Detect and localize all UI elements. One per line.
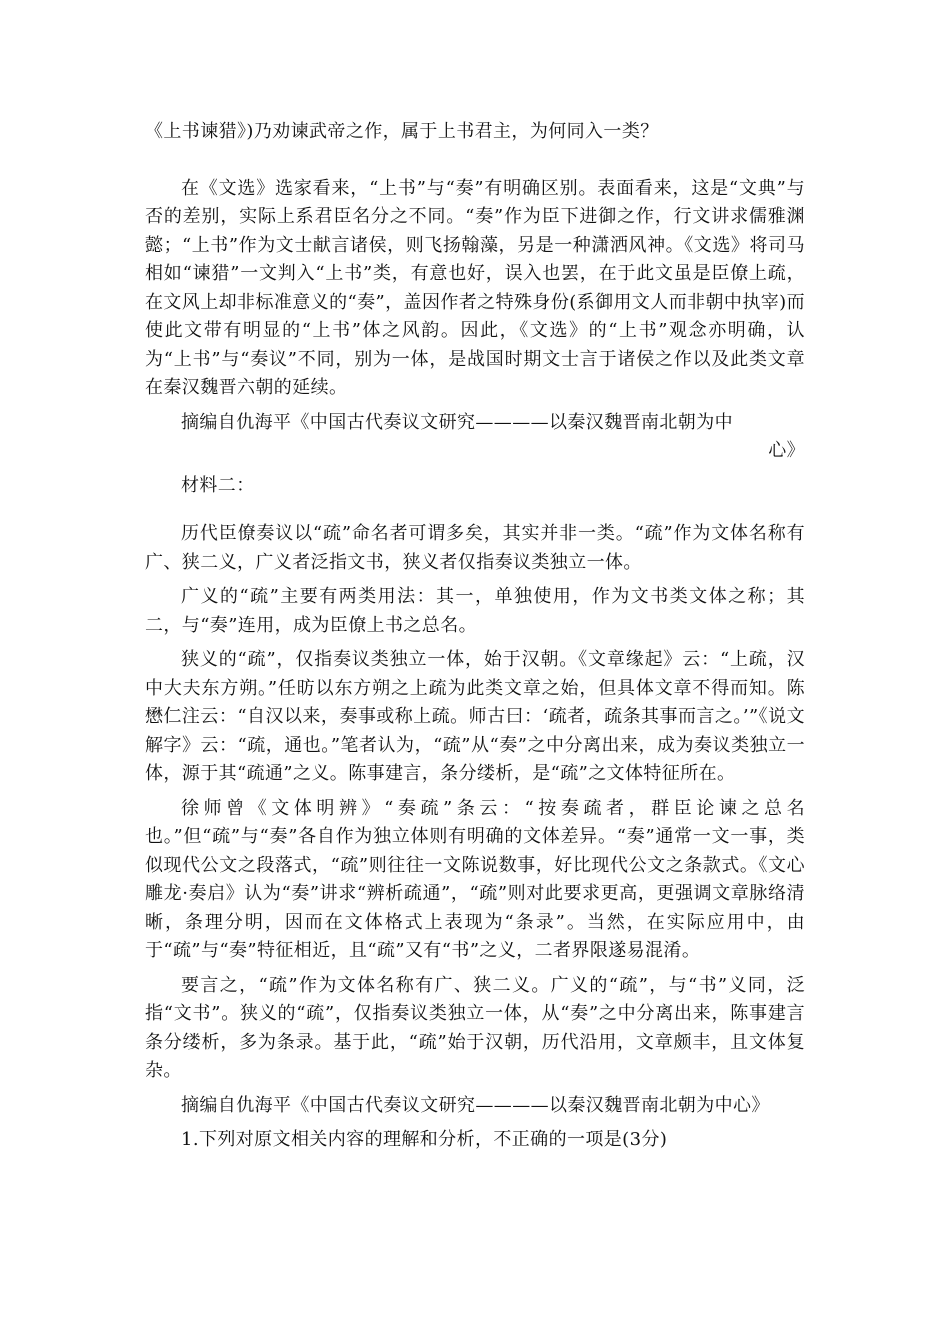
source-citation-2: 摘编自仇海平《中国古代奏议文研究————以秦汉魏晋南北朝为中心》 [181, 1094, 770, 1116]
paragraph-shu-intro: 历代臣僚奏议以“疏”命名者可谓多矣，其实并非一类。“疏”作为文体名称有广、狭二义，广义者泛指文书，狭义者仅指奏议类独立一体。 [145, 523, 805, 573]
paragraph-continuation: 《上书谏猎》)乃劝谏武帝之作，属于上书君主，为何同入一类？ [145, 121, 659, 142]
source-citation-1: 摘编自仇海平《中国古代奏议文研究————以秦汉魏晋南北朝为中 [181, 411, 733, 433]
source-citation-1-tail: 心》 [768, 440, 805, 461]
paragraph-shu-difference: 徐师曾《文体明辨》“奏疏”条云：“按奏疏者，群臣论谏之总名也。”但“疏”与“奏”各自作为独立体则有明确的文体差异。“奏”通常一文一事，类似现代公文之段落式，“疏”则往往一文陈说数事，好比现代公文之条款式。《文心雕龙·奏启》认为“奏”讲求“辨析疏通”，“疏”则对此要求更高，更强调文章脉络清晰，条理分明，因而在文体格式上表现为“条录”。当然，在实际应用中，由于“疏”与“奏”特征相近，且“疏”又有“书”之义，二者界限遂易混淆。 [145, 797, 805, 961]
paragraph-shu-broad: 广义的“疏”主要有两类用法：其一，单独使用，作为文书类文体之称；其二，与“奏”连用，成为臣僚上书之总名。 [145, 586, 805, 636]
material-two-heading: 材料二： [181, 474, 255, 496]
paragraph-summary: 要言之，“疏”作为文体名称有广、狭二义。广义的“疏”，与“书”义同，泛指“文书”。狭义的“疏”，仅指奏议类独立一体，从“奏”之中分离出来，陈事建言条分缕析，多为条录。基于此，“疏”始于汉朝，历代沿用，文章颇丰，且文体复杂。 [145, 974, 805, 1081]
document-page [145, 118, 805, 1155]
paragraph-wenxuan: 在《文选》选家看来，“上书”与“奏”有明确区别。表面看来，这是“文典”与否的差别，实际上系君臣名分之不同。“奏”作为臣下进御之作，行文讲求儒雅渊懿；“上书”作为文士献言诸侯，则飞扬翰藻，另是一种潇洒风神。《文选》将司马相如“谏猎”一文判入“上书”类，有意也好，误入也罢，在于此文虽是臣僚上疏，在文风上却非标准意义的“奏”，盖因作者之特殊身份(系御用文人而非朝中执宰)而使此文带有明显的“上书”体之风韵。因此，《文选》的“上书”观念亦明确，认为“上书”与“奏议”不同，别为一体，是战国时期文士言于诸侯之作以及此类文章在秦汉魏晋六朝的延续。 [145, 177, 805, 398]
question-1: 1.下列对原文相关内容的理解和分析，不正确的一项是(3分) [181, 1129, 668, 1150]
paragraph-shu-narrow: 狭义的“疏”，仅指奏议类独立一体，始于汉朝。《文章缘起》云：“上疏，汉中大夫东方朔。”任昉以东方朔之上疏为此类文章之始，但具体文章不得而知。陈懋仁注云：“自汉以来，奏事或称上疏。师古曰：‘疏者，疏条其事而言之。’”《说文解字》云：“疏，通也。”笔者认为，“疏”从“奏”之中分离出来，成为奏议类独立一体，源于其“疏通”之义。陈事建言，条分缕析，是“疏”之文体特征所在。 [145, 649, 805, 784]
